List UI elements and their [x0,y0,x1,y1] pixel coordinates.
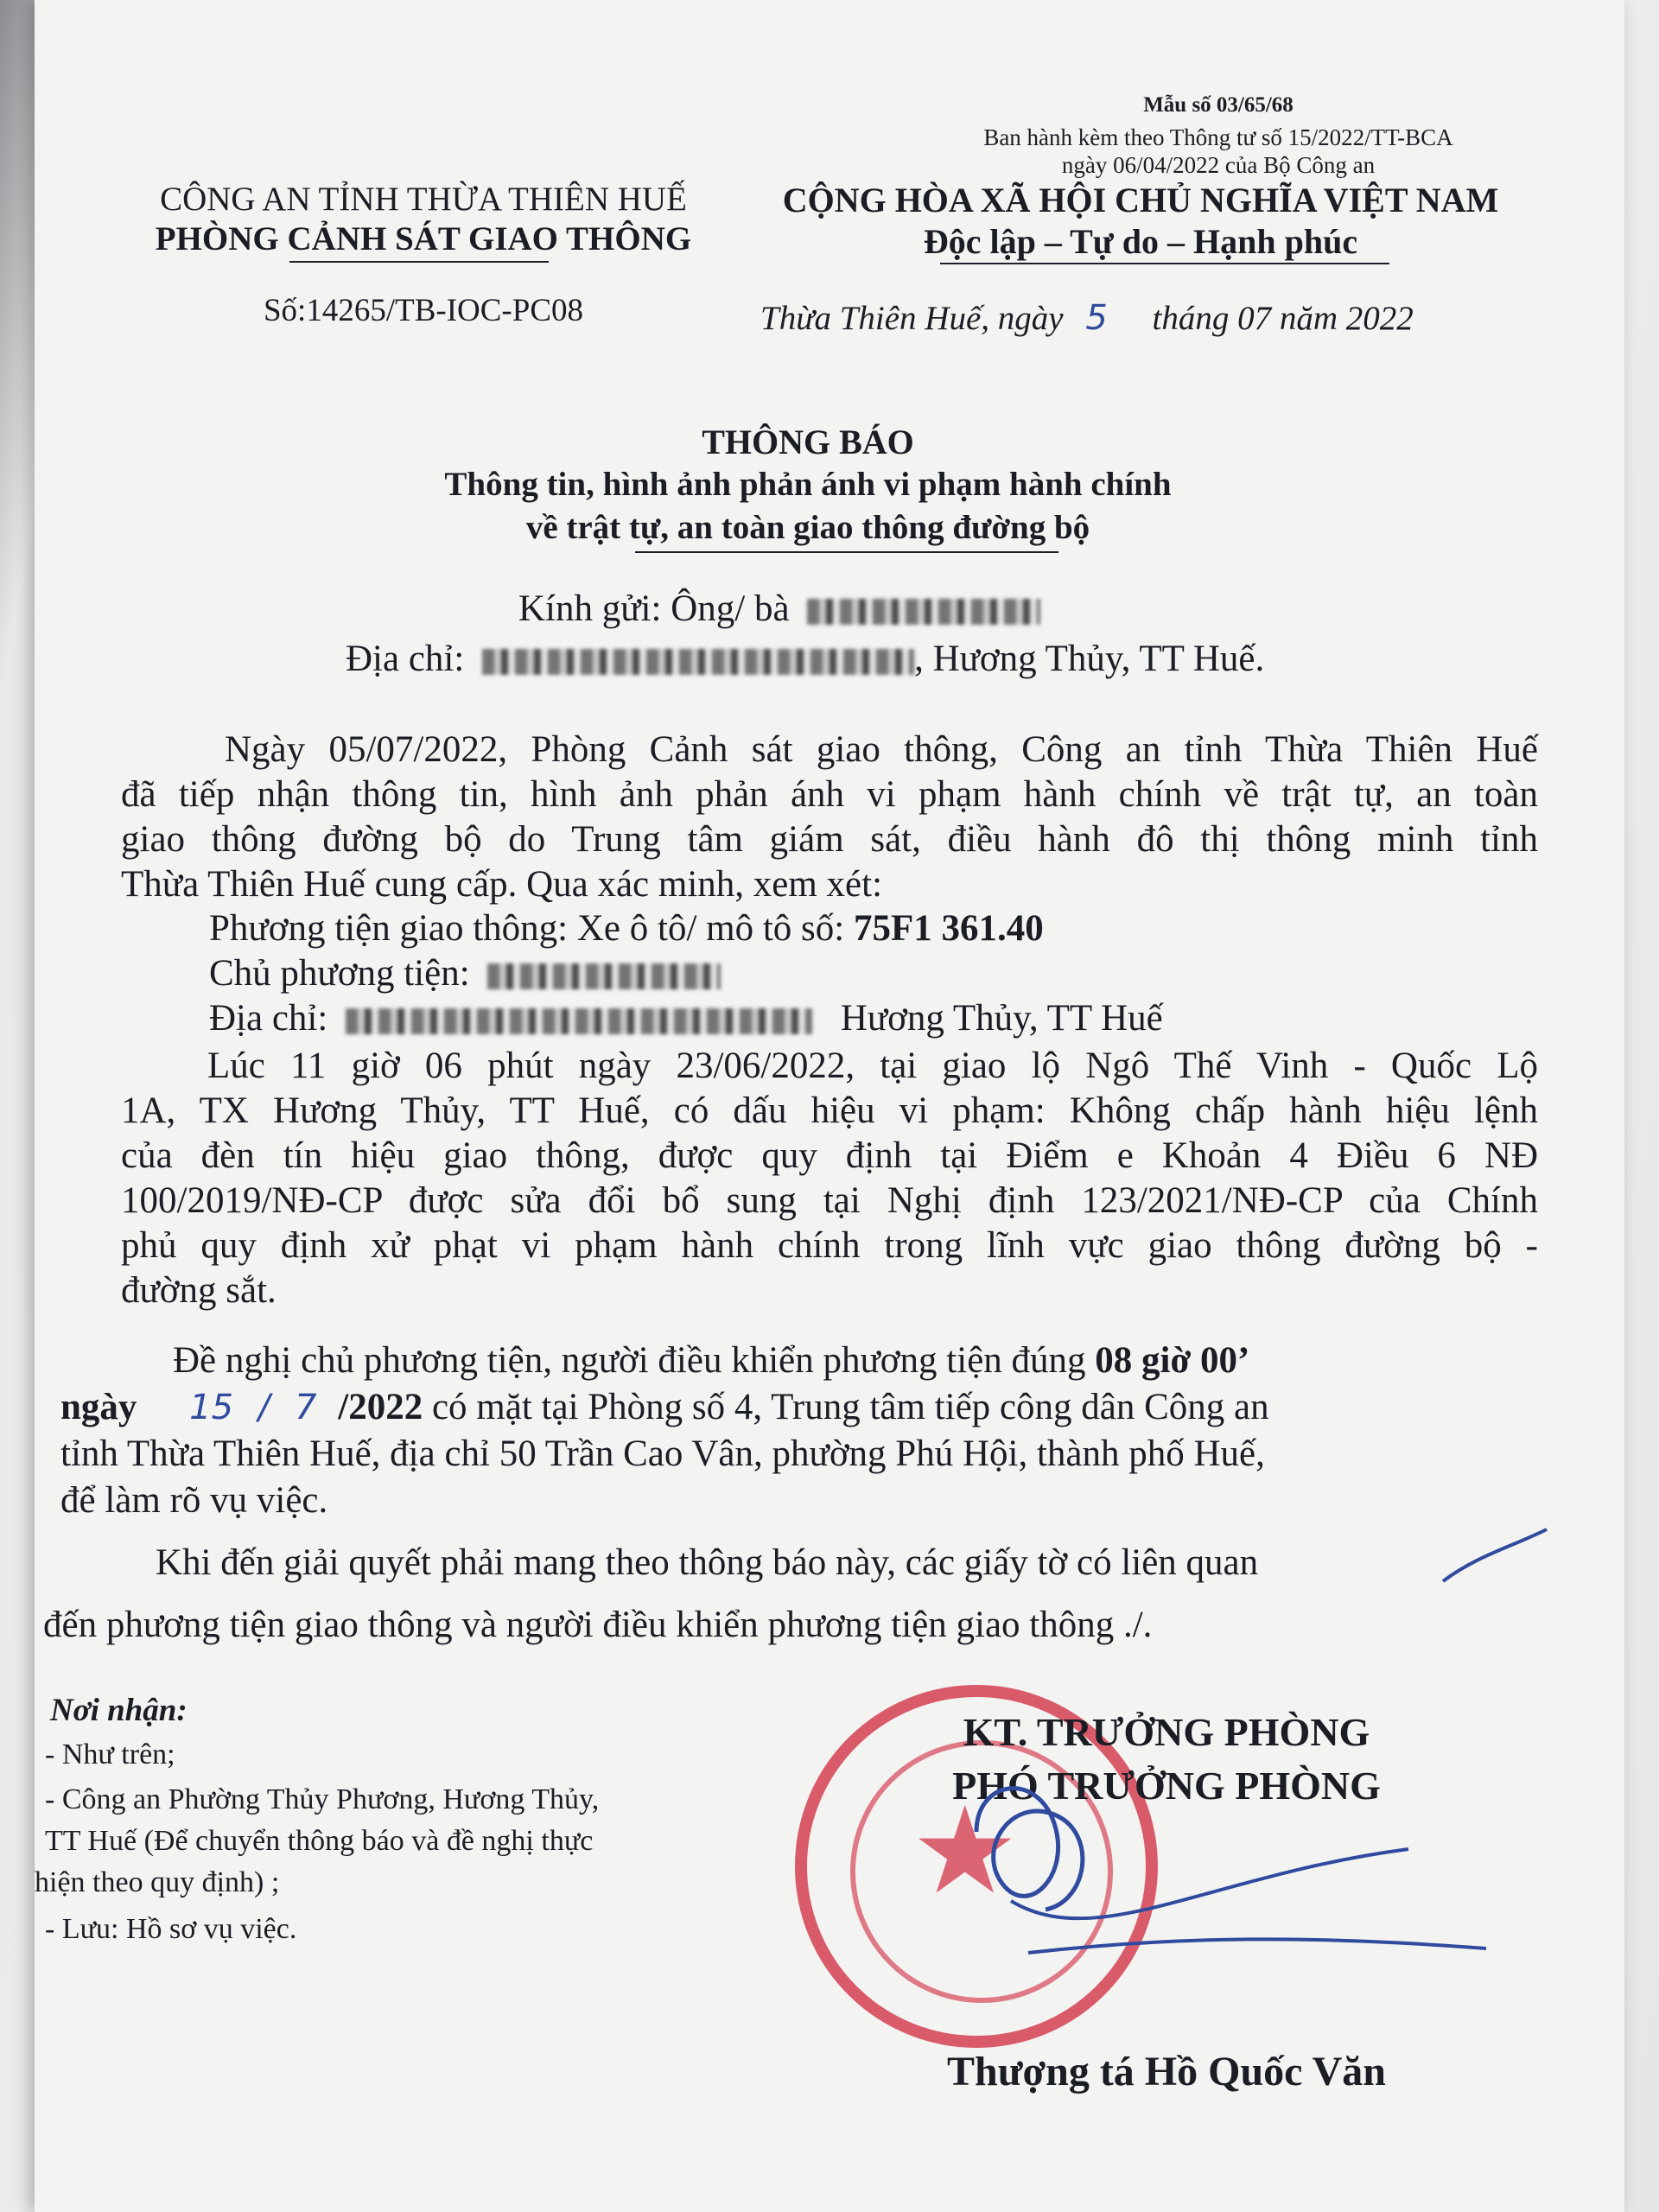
body-p2-line2: 1A, TX Hương Thủy, TT Huế, có dấu hiệu vi phạm: Không chấp hành hiệu lệnh [121,1090,1538,1131]
body-p4-line1: Khi đến giải quyết phải mang theo thông báo này, các giấy tờ có liên quan [156,1542,1259,1583]
recipient-item-1: - Như trên; [45,1738,175,1770]
signer-name: Thượng tá Hồ Quốc Văn [947,2049,1386,2094]
title-underline [635,551,1058,553]
seal-star-icon: ★ [911,1785,1020,1919]
nation-line1: CỘNG HÒA XÃ HỘI CHỦ NGHĨA VIỆT NAM [782,181,1499,219]
body-p3-line1: Đề nghị chủ phương tiện, người điều khiển phương tiện đúng 08 giờ 00’ [173,1340,1250,1381]
redacted-owner [487,963,721,989]
body-p4-line2: đến phương tiện giao thông và người điều khiển phương tiện giao thông ./. [43,1605,1153,1645]
document-subtitle-1: Thông tin, hình ảnh phản ánh vi phạm hành chính [444,466,1172,503]
form-issued: Ban hành kèm theo Thông tư số 15/2022/TT-BCA [983,124,1453,150]
recipients-title: Nơi nhận: [50,1693,188,1728]
agency-line2: PHÒNG CẢNH SÁT GIAO THÔNG [155,220,692,257]
appointment-day-handwritten: 15 [189,1388,234,1427]
redacted-owner-address [346,1008,812,1034]
document-subtitle-2: về trật tự, an toàn giao thông đường bộ [525,509,1090,546]
vehicle-line: Phương tiện giao thông: Xe ô tô/ mô tô số: 75F1 361.40 [209,908,1044,949]
motto-underline [940,263,1389,264]
recipient-line: Kính gửi: Ông/ bà [518,588,1040,630]
signature-role-2: PHÓ TRƯỞNG PHÒNG [952,1764,1381,1808]
appointment-month-handwritten: 7 [295,1388,317,1427]
document-number: Số:14265/TB-IOC-PC08 [263,293,584,328]
nation-motto: Độc lập – Tự do – Hạnh phúc [923,222,1358,261]
handwritten-signature-icon [925,1469,1616,1987]
body-p1-line3: giao thông đường bộ do Trung tâm giám sát, điều hành đô thị thông minh tỉnh [121,819,1538,860]
document-page [35,0,1624,2212]
form-issued-date: ngày 06/04/2022 của Bộ Công an [1061,152,1376,178]
body-p3-line3: tỉnh Thừa Thiên Huế, địa chỉ 50 Trần Cao Vân, phường Phú Hội, thành phố Huế, [60,1433,1265,1474]
form-number: Mẫu số 03/65/68 [1143,93,1294,117]
body-p2-line1: Lúc 11 giờ 06 phút ngày 23/06/2022, tại giao lộ Ngô Thế Vinh - Quốc Lộ [207,1046,1538,1086]
body-p2-line6: đường sắt. [121,1270,276,1311]
agency-underline [289,261,549,263]
agency-line1: CÔNG AN TỈNH THỪA THIÊN HUẾ [160,181,687,218]
recipient-item-2: - Công an Phường Thủy Phương, Hương Thủy, [45,1783,600,1815]
body-p3-line4: để làm rõ vụ việc. [60,1480,328,1521]
owner-address-line: Địa chỉ: Hương Thủy, TT Huế [209,998,1163,1039]
vehicle-plate: 75F1 361.40 [853,908,1044,949]
recipient-item-2-cont: TT Huế (Để chuyển thông báo và đề nghị thực [45,1825,594,1857]
redacted-name [807,599,1040,625]
body-p1-line2: đã tiếp nhận thông tin, hình ảnh phản ánh vi phạm hành chính về trật tự, an toàn [121,774,1538,815]
document-date: Thừa Thiên Huế, ngày 5 tháng 07 năm 2022 [760,298,1414,338]
redacted-address [482,649,914,675]
document-title: THÔNG BÁO [702,423,914,461]
date-day-handwritten: 5 [1085,298,1108,338]
body-p1-line4: Thừa Thiên Huế cung cấp. Qua xác minh, xem xét: [121,864,883,905]
body-p1-line1: Ngày 05/07/2022, Phòng Cảnh sát giao thông, Công an tỉnh Thừa Thiên Huế [225,729,1538,770]
owner-line: Chủ phương tiện: [209,952,721,995]
body-p2-line4: 100/2019/NĐ-CP được sửa đổi bổ sung tại Nghị định 123/2021/NĐ-CP của Chính [121,1180,1538,1221]
signature-role-1: KT. TRƯỞNG PHÒNG [963,1710,1370,1754]
recipient-item-2-cont2: hiện theo quy định) ; [35,1866,280,1898]
recipient-item-3: - Lưu: Hồ sơ vụ việc. [45,1913,297,1945]
body-p2-line3: của đèn tín hiệu giao thông, được quy định tại Điểm e Khoản 4 Điều 6 NĐ [121,1135,1538,1176]
body-p3-line2: ngày 15 / 7 /2022 có mặt tại Phòng số 4, Trung tâm tiếp công dân Công an [60,1387,1269,1427]
body-p2-line5: phủ quy định xử phạt vi phạm hành chính trong lĩnh vực giao thông đường bộ - [121,1225,1538,1266]
appointment-time: 08 giờ 00’ [1095,1340,1250,1381]
recipient-address: Địa chỉ: , Hương Thủy, TT Huế. [346,639,1265,679]
